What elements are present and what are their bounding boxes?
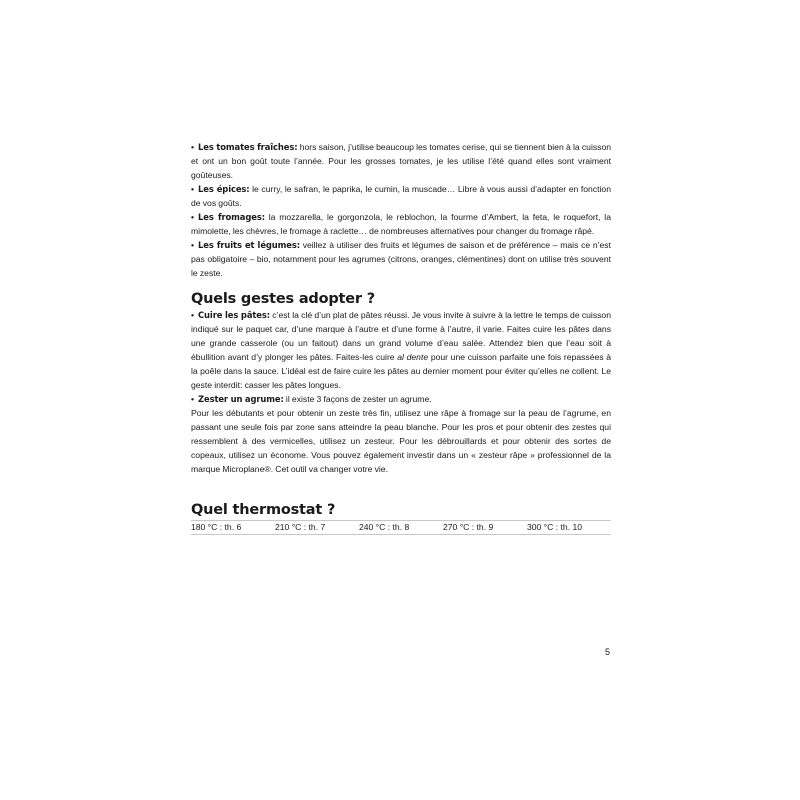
thermostat-cell: 270 °C : th. 9: [443, 521, 527, 535]
geste-zester-agrume: [191, 392, 611, 406]
bullet: •: [191, 310, 195, 320]
geste-italic: al dente: [397, 352, 429, 362]
geste-text: pour une cuisson parfaite une fois repassées à la poêle dans la sauce. L’idéal est de faire cuire les pâtes au dernier moment pour éviter qu’elles ne collent. Le geste interdit: casser les pâtes longues.: [191, 352, 612, 390]
ingredient-term: Les épices:: [198, 184, 250, 194]
ingredient-text: hors saison, j’utilise beaucoup les tomates cerise, qui se tiennent bien à la cuisson et ont un bon goût toute l’année. Pour les grosses tomates, je les utilise l’été quand elles sont vraiment goûteuses.: [191, 142, 612, 180]
geste-term: Zester un agrume:: [198, 394, 284, 404]
section-heading-gestes: Quels gestes adopter ?: [191, 291, 375, 307]
geste-text: c’est la clé d’un plat de pâtes réussi. Je vous invite à suivre à la lettre le temps de cuisson indiqué sur le paquet car, d’une marque à l’autre et d’une forme à l’autre, il varie. Faites cuire les pâtes dans une grande casserole (ou un faitout) dans un grand volume d’eau salée. Attendez bien que l’eau soit à ébullition avant d’y plonger les pâtes. Faites-les cuire: [191, 310, 611, 362]
ingredient-epices: [191, 182, 611, 210]
ingredient-term: Les fromages:: [198, 212, 265, 222]
ingredient-fromages: [191, 210, 611, 238]
bullet: •: [191, 240, 195, 250]
ingredient-text: veillez à utiliser des fruits et légumes de saison et de préférence – mais ce n’est pas obligatoire – bio, notamment pour les agrumes (citrons, oranges, clémentines) dont on utilise très souvent le zeste.: [191, 240, 611, 278]
thermostat-table: [191, 521, 611, 535]
thermostat-cell: 210 °C : th. 7: [275, 521, 359, 535]
ingredient-text: la mozzarella, le gorgonzola, le reblochon, la fourme d’Ambert, la feta, le roquefort, la mimolette, les chèvres, le fromage à raclette… de nombreuses alternatives pour changer du fromage râpé.: [191, 212, 611, 236]
ingredient-term: Les fruits et légumes:: [198, 240, 300, 250]
ingredient-fruits-legumes: [191, 238, 611, 280]
section-heading-thermostat: Quel thermostat ?: [191, 502, 336, 518]
zester-detail: Pour les débutants et pour obtenir un zeste très fin, utilisez une râpe à fromage sur la peau de l’agrume, en passant une seule fois par zone sans atteindre la peau blanche. Pour les pros et pour obtenir des zestes qui ressemblent à des vermicelles, utilisez un zesteur. Pour les débrouillards et pour obtenir des sortes de copeaux, utilisez un économe. Vous pouvez également investir dans un « zesteur râpe » professionnel de la marque Microplane®. Cet outil va changer votre vie.: [191, 408, 611, 474]
ingredient-term: Les tomates fraîches:: [198, 142, 298, 152]
bullet: •: [191, 212, 195, 222]
thermostat-cell: 300 °C : th. 10: [527, 521, 611, 535]
geste-term: Cuire les pâtes:: [198, 310, 270, 320]
bullet: •: [191, 184, 195, 194]
thermostat-cell: 240 °C : th. 8: [359, 521, 443, 535]
ingredient-tomates: [191, 140, 611, 182]
geste-cuire-pates: [191, 308, 611, 392]
thermostat-cell: 180 °C : th. 6: [191, 521, 275, 535]
page-number: 5: [605, 647, 611, 657]
ingredient-text: le curry, le safran, le paprika, le cumin, la muscade… Libre à vous aussi d’adapter en fonction de vos goûts.: [191, 184, 611, 208]
geste-text: il existe 3 façons de zester un agrume.: [283, 394, 432, 404]
bullet: •: [191, 142, 195, 152]
bullet: •: [191, 394, 195, 404]
page-content: [191, 140, 611, 535]
